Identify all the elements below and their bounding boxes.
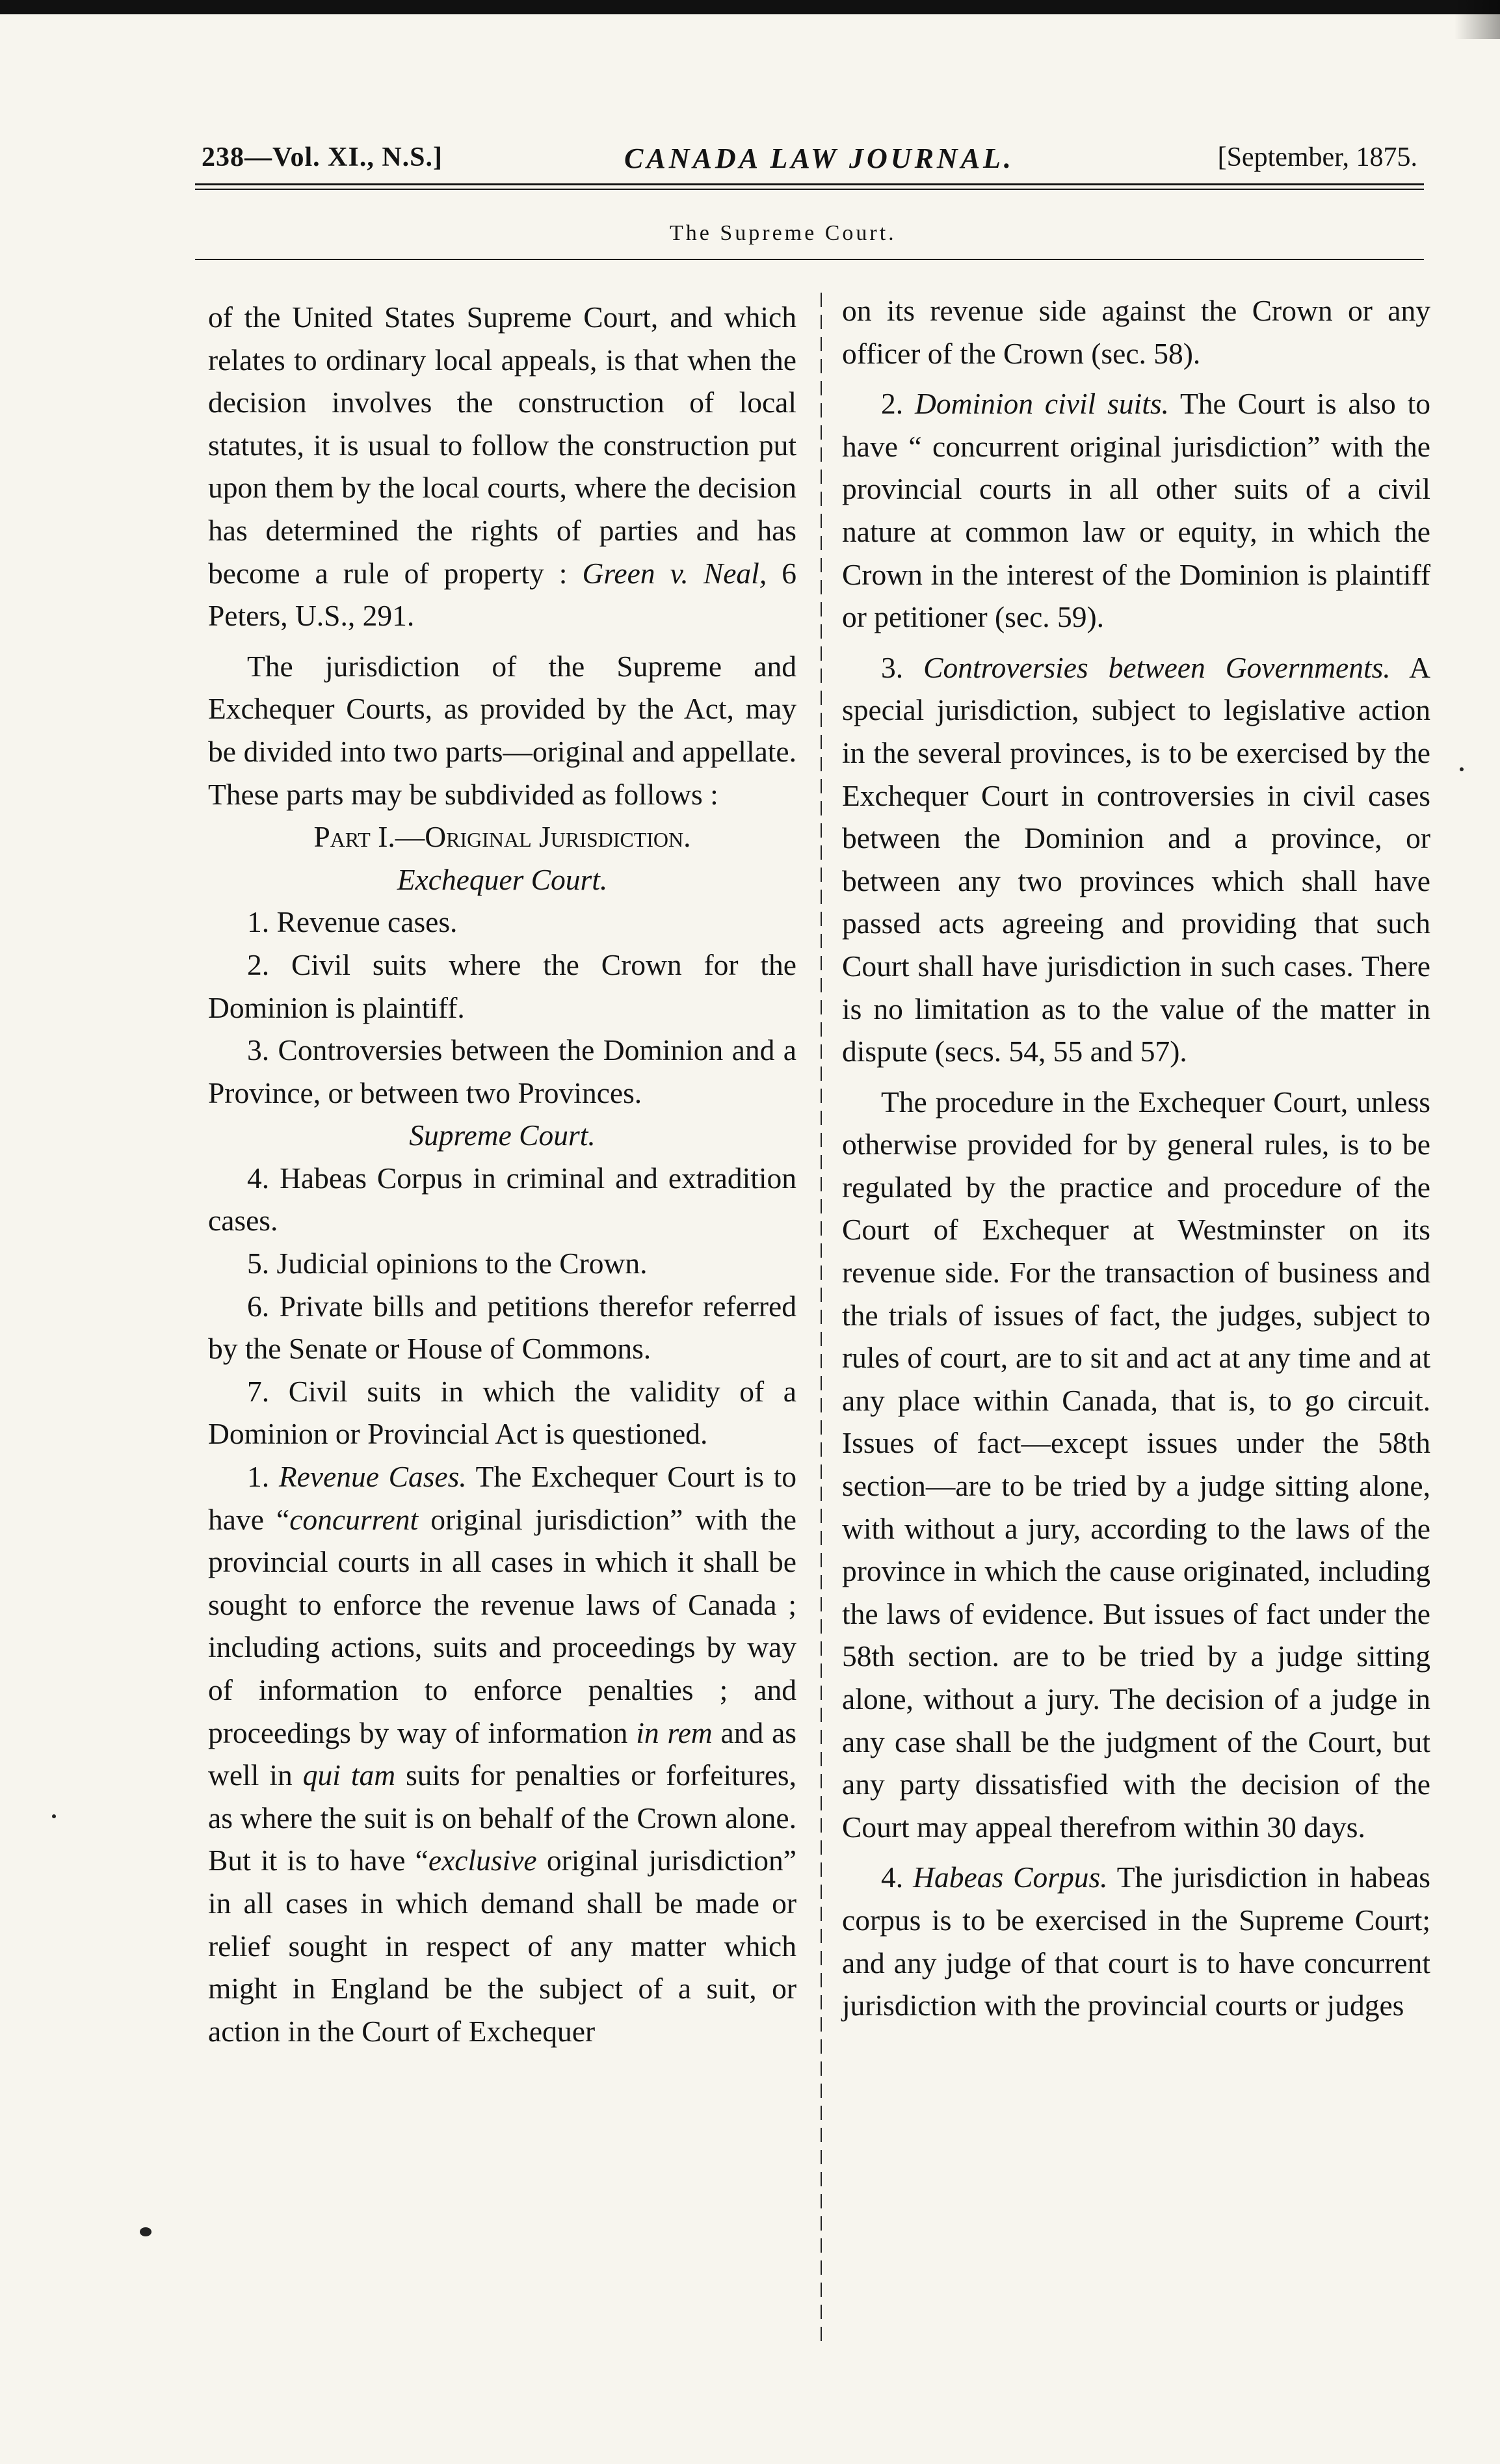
scan-top-edge [0, 0, 1500, 14]
scan-corner-shadow [1454, 0, 1500, 39]
list-item: 4. Habeas Corpus in criminal and extradition cases. [208, 1161, 796, 1238]
paragraph: of the United States Supreme Court, and which relates to ordinary local appeals, is that when the decision involves the construction of local statutes, it is usual to follow the construction put upon them by the local courts, where the decision has determined the rights of parties and has become a rule of property : Green v. Neal, 6 Peters, U.S., 291. [208, 300, 797, 633]
header-rule-top [195, 183, 1424, 185]
ink-speck [52, 1814, 56, 1818]
running-header [202, 142, 1424, 181]
list-item: 3. Controversies between the Dominion and a Province, or between two Provinces. [208, 1033, 796, 1109]
page-volume-label: 238—Vol. XI., N.S.] [202, 142, 443, 172]
paragraph: 2. Dominion civil suits. The Court is also to have “ concurrent original jurisdiction” with the provincial courts in all other suits of a civil nature at common law or equity, in which the Crown in the interest of the Dominion is plaintiff or petitioner (sec. 59). [842, 387, 1430, 634]
list-item: 7. Civil suits in which the validity of a Dominion or Provincial Act is questioned. [208, 1374, 796, 1451]
ink-speck [1460, 767, 1464, 771]
column-divider [821, 293, 822, 2341]
list-item: 6. Private bills and petitions therefor referred by the Senate or House of Commons. [208, 1289, 796, 1366]
issue-date: [September, 1875. [1217, 142, 1417, 172]
paragraph: on its revenue side against the Crown or any officer of the Crown (sec. 58). [842, 294, 1430, 370]
case-name: Green v. Neal, [582, 556, 767, 590]
section-title: The Supreme Court. [670, 221, 897, 245]
right-column [842, 289, 1430, 2027]
journal-title: CANADA LAW JOURNAL. [624, 142, 1014, 174]
paragraph: 4. Habeas Corpus. The jurisdiction in habeas corpus is to be exercised in the Supreme Court; and any judge of that court is to have concurrent jurisdiction with the provincial courts or judges [842, 1861, 1430, 2022]
list-item: 1. Revenue cases. [247, 905, 458, 939]
left-column [208, 296, 796, 2052]
court-heading: Supreme Court. [409, 1119, 596, 1152]
paragraph: 1. Revenue Cases. The Exchequer Court is to have “concurrent original jurisdiction” with the provincial courts in all cases in which it shall be sought to enforce the revenue laws of Canada ; including actions, suits and proceedings by way of information to enforce penalties ; and proceedings by way of information in rem and as well in qui tam suits for penalties or forfeitures, as where the suit is on behalf of the Crown alone. But it is to have “exclusive original jurisdiction” in all cases in which demand shall be made or relief sought in respect of any matter which might in England be the subject of a suit, or action in the Court of Exchequer [208, 1460, 797, 2048]
court-heading: Exchequer Court. [397, 862, 608, 896]
list-item: 5. Judicial opinions to the Crown. [247, 1247, 648, 1280]
list-item: 2. Civil suits where the Crown for the Dominion is plaintiff. [208, 947, 796, 1024]
part-heading: Part I.—Original Jurisdiction. [313, 820, 691, 854]
ink-speck [140, 2227, 151, 2236]
section-rule [195, 259, 1424, 260]
paragraph: The jurisdiction of the Supreme and Exchequer Courts, as provided by the Act, may be divided into two parts—original and appellate. These parts may be subdivided as follows : [208, 649, 796, 811]
header-rule-bottom [195, 189, 1424, 190]
paragraph: The procedure in the Exchequer Court, unless otherwise provided for by general rules, is to be regulated by the practice and procedure of the Court of Exchequer at Westminster on its revenue side. For the transaction of business and the trials of issues of fact, the judges, subject to rules of court, are to sit and act at any time and at any place within Canada, that is, to go circuit. Issues of fact—except issues under the 58th section—are to be tried by a judge sitting alone, with without a jury, according to the laws of the province in which the cause originated, including the laws of evidence. But issues of fact under the 58th section. are to be tried by a judge sitting alone, without a jury. The decision of a judge in any case shall be the judgment of the Court, but any party dissatisfied with the decision of the Court may appeal therefrom within 30 days. [842, 1085, 1430, 1844]
paragraph: 3. Controversies between Governments. A special jurisdiction, subject to legislative action in the several provinces, is to be exercised by the Exchequer Court in controversies in civil cases between the Dominion and a province, or between any two provinces which shall have passed acts agreeing and providing that such Court shall have jurisdiction in such cases. There is no limitation as to the value of the matter in dispute (secs. 54, 55 and 57). [842, 650, 1430, 1068]
